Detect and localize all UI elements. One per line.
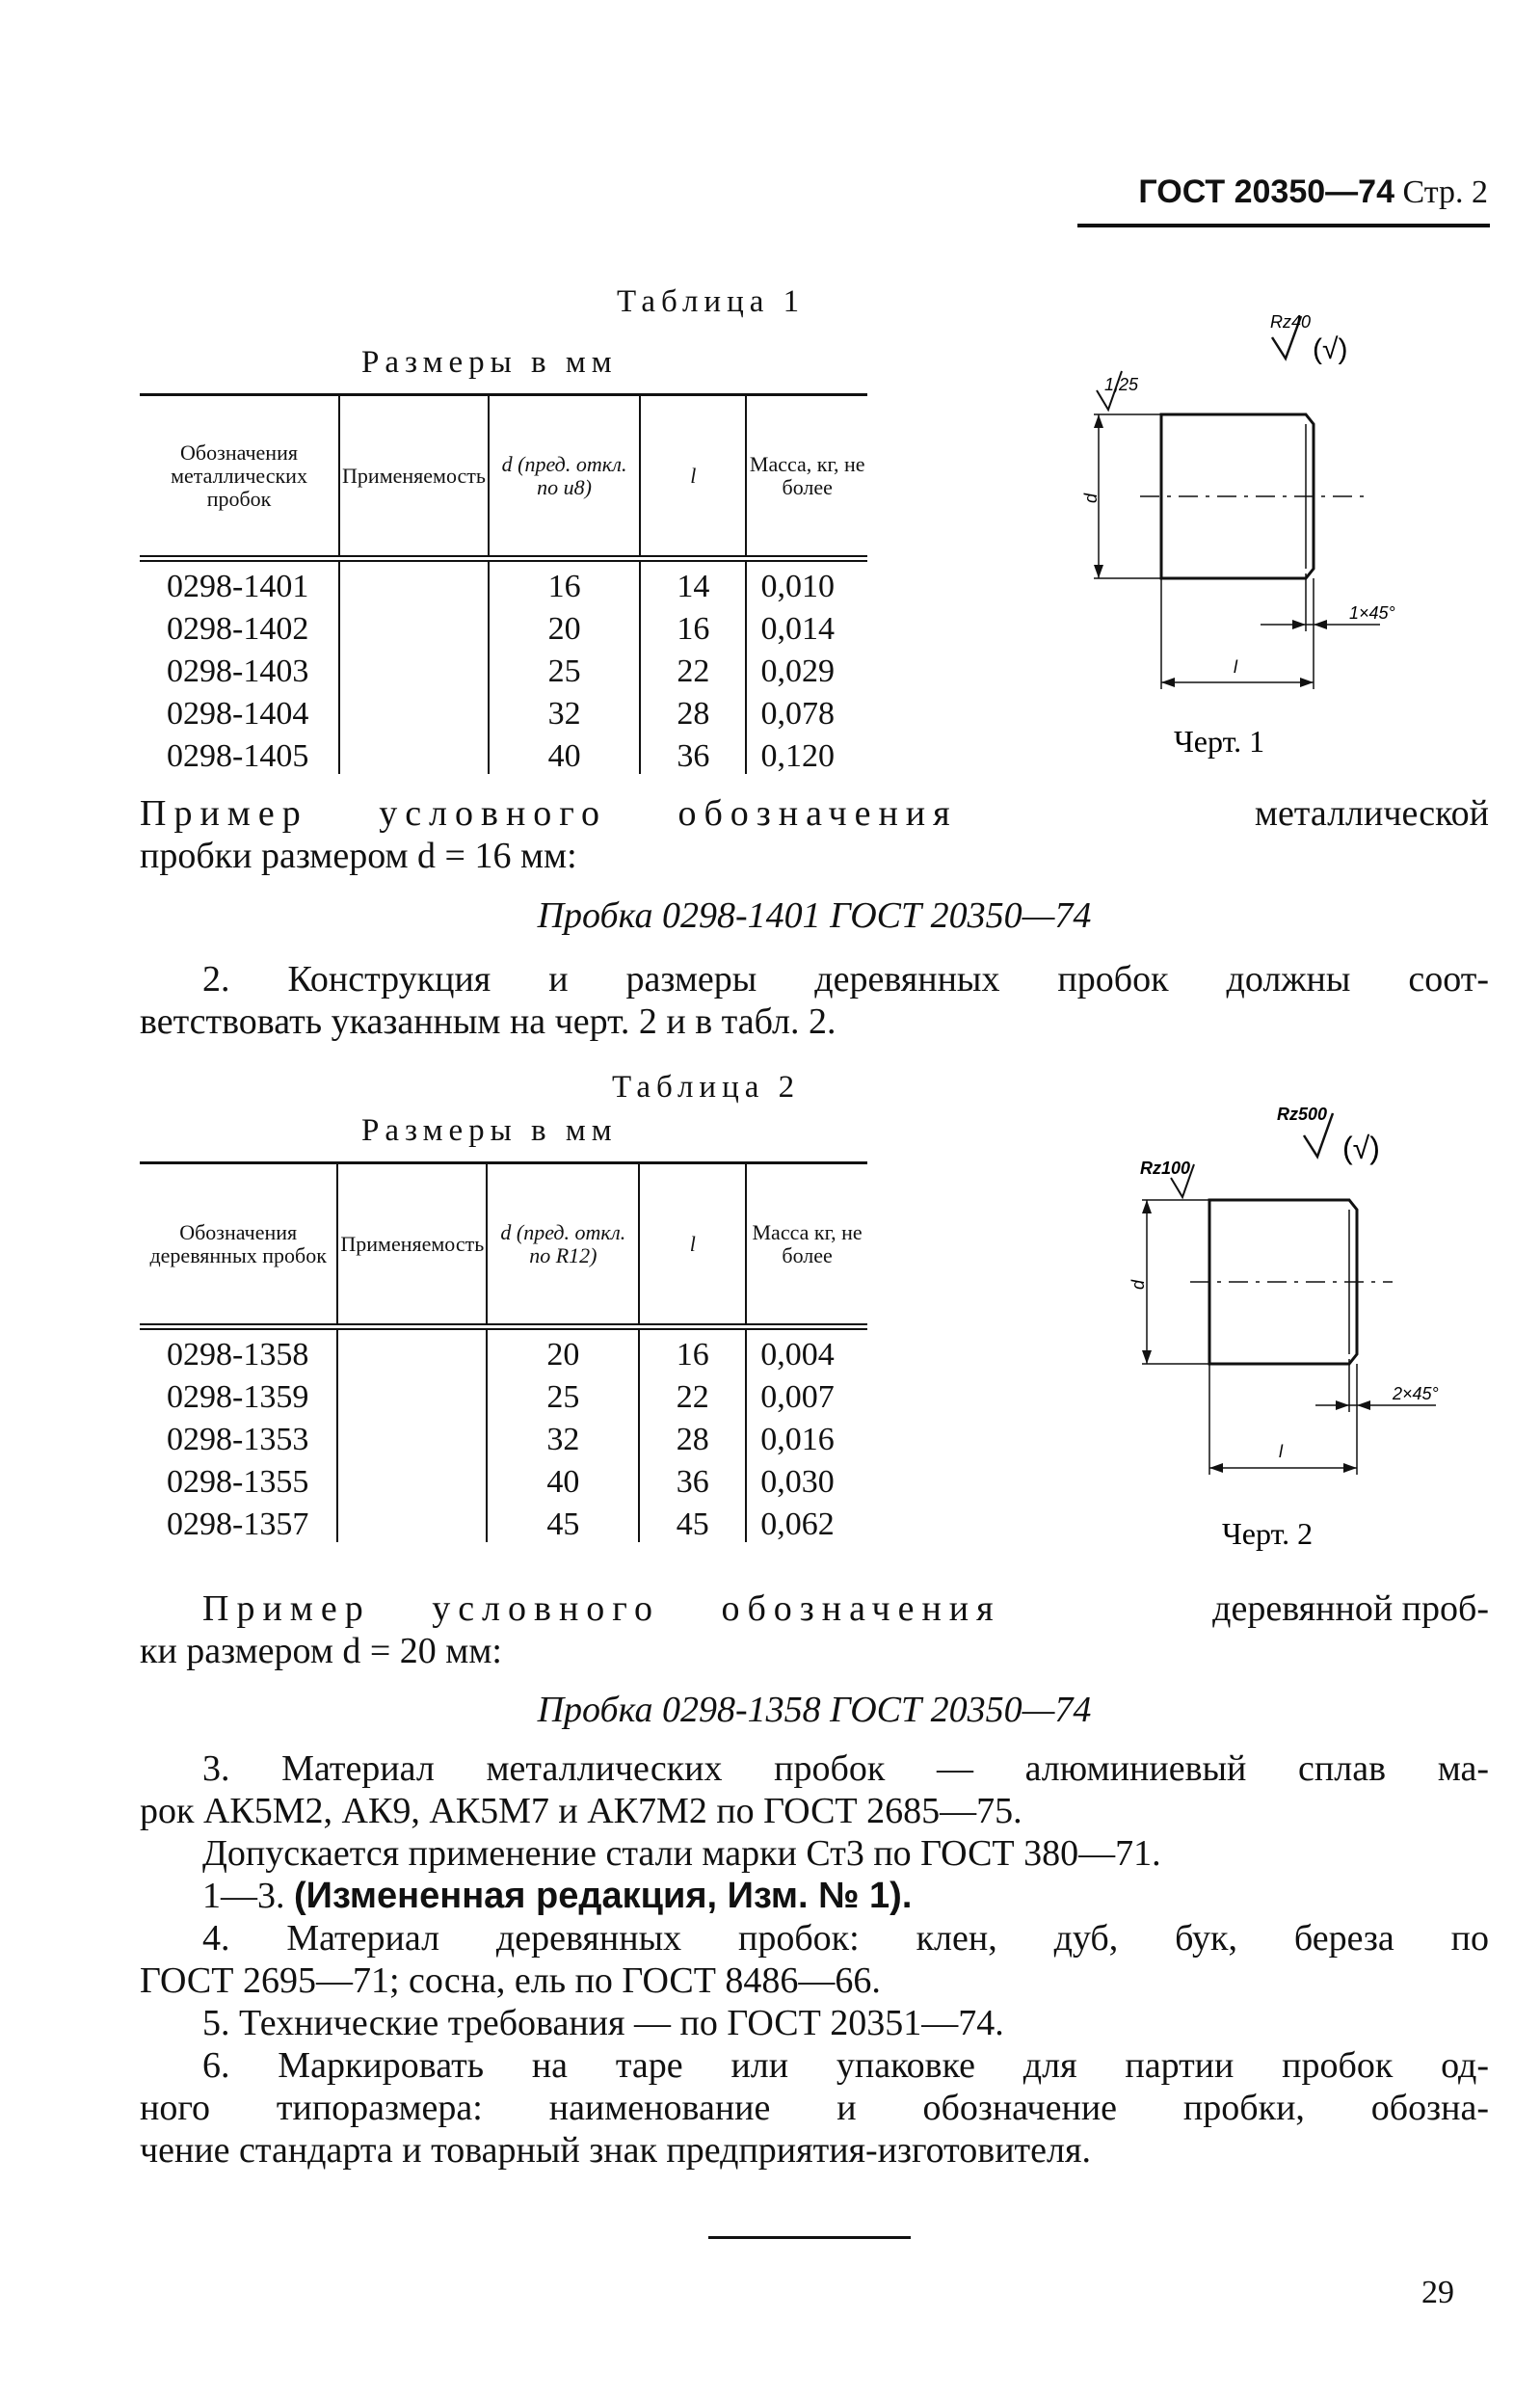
- example1-lead: Пример условного обозначения: [140, 793, 958, 834]
- table1-title: Таблица 1: [617, 284, 806, 319]
- table1-cell-mass: 0,014: [746, 604, 867, 647]
- table1-cell-application: [339, 647, 489, 689]
- table-row: [140, 647, 867, 689]
- table2-header-mass: Масса кг, не более: [746, 1163, 867, 1327]
- table2-cell-l: 16: [639, 1327, 746, 1373]
- example1-tail: металлической: [1254, 793, 1489, 834]
- plug2-arrow: [1336, 1400, 1349, 1410]
- table2-header-l: l: [639, 1163, 746, 1327]
- drawing1-svg: [1041, 299, 1523, 771]
- table1-cell-code: 0298-1402: [167, 611, 309, 647]
- table2-header-row: [140, 1163, 867, 1327]
- table-row: [140, 732, 867, 774]
- table2-cell-mass: 0,030: [746, 1457, 867, 1500]
- table1-cell-d: 20: [489, 604, 640, 647]
- table1-cell-application: [339, 559, 489, 605]
- plug1-arrow: [1161, 678, 1175, 687]
- clause6-line1: 6. Маркировать на таре или упаковке для партии пробок од-: [202, 2045, 1489, 2086]
- table1-cell-application: [339, 604, 489, 647]
- drawing1-rz-face: 1,25: [1104, 375, 1139, 394]
- table1-cell-l: 14: [640, 559, 746, 605]
- amendment-note: [202, 1875, 912, 1917]
- drawing1-paren-mark: (√): [1313, 333, 1348, 365]
- table2-cell-application: [337, 1415, 487, 1457]
- table-row: [140, 1373, 867, 1415]
- table2-header-application: Применяемость: [337, 1163, 487, 1327]
- table-row: [140, 689, 867, 732]
- running-header: [1138, 173, 1488, 211]
- table1-cell-mass: 0,010: [746, 559, 867, 605]
- drawing2-chamfer: 2×45°: [1393, 1384, 1439, 1403]
- table1-cell-d: 16: [489, 559, 640, 605]
- table1-header-mass: Масса, кг, не более: [746, 395, 867, 559]
- plug2-arrow: [1343, 1463, 1357, 1473]
- table1-cell-l: 16: [640, 604, 746, 647]
- drawing1-chamfer: 1×45°: [1349, 603, 1395, 623]
- table1-cell-application: [339, 732, 489, 774]
- standard-number: ГОСТ 20350—74: [1138, 173, 1394, 210]
- table2-cell-l: 36: [639, 1457, 746, 1500]
- drawing2: [1075, 1080, 1518, 1561]
- example1-line1: [140, 792, 1489, 835]
- plug1-arrow: [1300, 678, 1314, 687]
- table1-header-designation: Обозначения металлических пробок: [140, 395, 339, 559]
- clause5: 5. Технические требования — по ГОСТ 20351—74.: [202, 2003, 1004, 2043]
- table2-cell-d: 32: [487, 1415, 639, 1457]
- drawing1: [1041, 299, 1523, 771]
- page-label: Стр. 2: [1402, 174, 1488, 210]
- drawing2-caption: Черт. 2: [1222, 1516, 1314, 1551]
- table1-cell-d: 32: [489, 689, 640, 732]
- table2-cell-application: [337, 1373, 487, 1415]
- table2-cell-code: 0298-1353: [167, 1422, 309, 1457]
- table1-header-row: [140, 395, 867, 559]
- clause6-line2: ного типоразмера: наименование и обозначение пробки, обозна-: [140, 2088, 1489, 2128]
- table1-header-d: d (пред. откл. по u8): [489, 395, 640, 559]
- table2-cell-application: [337, 1327, 487, 1373]
- table-row: [140, 1327, 867, 1373]
- header-rule: [1077, 224, 1490, 227]
- table-row: [140, 1415, 867, 1457]
- table2-cell-code: 0298-1357: [167, 1506, 309, 1542]
- table1-cell-l: 22: [640, 647, 746, 689]
- table2-cell-mass: 0,007: [746, 1373, 867, 1415]
- table2: [140, 1161, 867, 1542]
- drawing1-rz-general: Rz40: [1270, 312, 1312, 332]
- plug2-arrow: [1357, 1400, 1370, 1410]
- plug2-arrow: [1209, 1463, 1223, 1473]
- drawing2-rz-face: Rz100: [1140, 1159, 1191, 1178]
- table1-cell-code: 0298-1401: [167, 569, 309, 604]
- plug1-arrow: [1314, 620, 1327, 629]
- drawing1-dim-l: l: [1234, 657, 1237, 677]
- table2-cell-code: 0298-1358: [167, 1337, 309, 1373]
- amendment-text: (Измененная редакция, Изм. № 1).: [294, 1876, 913, 1916]
- table1-header-l: l: [640, 395, 746, 559]
- table2-cell-l: 22: [639, 1373, 746, 1415]
- table2-cell-d: 45: [487, 1500, 639, 1542]
- table1-cell-mass: 0,120: [746, 732, 867, 774]
- table2-cell-application: [337, 1457, 487, 1500]
- table2-title: Таблица 2: [612, 1070, 801, 1105]
- table1-cell-l: 36: [640, 732, 746, 774]
- drawing2-dim-l: l: [1279, 1442, 1283, 1461]
- plug1-arrow: [1292, 620, 1306, 629]
- drawing2-rz-general: Rz500: [1277, 1105, 1328, 1124]
- example1-designation: Пробка 0298-1401 ГОСТ 20350—74: [537, 895, 1092, 936]
- table2-cell-d: 40: [487, 1457, 639, 1500]
- clause6-line3: чение стандарта и товарный знак предприятия-изготовителя.: [140, 2130, 1091, 2171]
- table1-header-application: Применяемость: [339, 395, 489, 559]
- page-number: 29: [1421, 2275, 1454, 2310]
- drawing1-dim-d: d: [1081, 493, 1101, 503]
- table2-cell-mass: 0,004: [746, 1327, 867, 1373]
- table2-cell-mass: 0,062: [746, 1500, 867, 1542]
- table2-cell-application: [337, 1500, 487, 1542]
- plug2-arrow: [1142, 1350, 1152, 1364]
- clause2-line1: 2. Конструкция и размеры деревянных пробок должны соот-: [202, 959, 1489, 1000]
- plug1-arrow: [1094, 414, 1103, 428]
- table-row: [140, 604, 867, 647]
- plug1-arrow: [1094, 565, 1103, 578]
- table2-cell-d: 20: [487, 1327, 639, 1373]
- clause3-line3: Допускается применение стали марки Ст3 по ГОСТ 380—71.: [202, 1833, 1161, 1874]
- table1-cell-d: 25: [489, 647, 640, 689]
- plug2-arrow: [1142, 1200, 1152, 1213]
- table1-cell-code: 0298-1403: [167, 653, 309, 689]
- table2-units: Размеры в мм: [361, 1113, 618, 1148]
- table-row: [140, 1500, 867, 1542]
- table1-cell-mass: 0,078: [746, 689, 867, 732]
- table2-cell-mass: 0,016: [746, 1415, 867, 1457]
- table1-cell-mass: 0,029: [746, 647, 867, 689]
- table1-cell-application: [339, 689, 489, 732]
- clause4-line2: ГОСТ 2695—71; сосна, ель по ГОСТ 8486—66.: [140, 1960, 881, 2001]
- clause3-line2: рок АК5М2, АК9, АК5М7 и АК7М2 по ГОСТ 2685—75.: [140, 1791, 1022, 1831]
- example1-line2: пробки размером d = 16 мм:: [140, 836, 577, 876]
- example2-line2: ки размером d = 20 мм:: [140, 1631, 502, 1671]
- table1-cell-code: 0298-1404: [167, 696, 309, 732]
- clause4-line1: 4. Материал деревянных пробок: клен, дуб, бук, береза по: [202, 1918, 1489, 1959]
- table1-units: Размеры в мм: [361, 345, 618, 380]
- clause2-line2: ветствовать указанным на черт. 2 и в табл. 2.: [140, 1001, 836, 1042]
- table-row: [140, 559, 867, 605]
- table1-cell-l: 28: [640, 689, 746, 732]
- example2-lead: Пример условного обозначения: [202, 1588, 1001, 1629]
- example2-designation: Пробка 0298-1358 ГОСТ 20350—74: [537, 1690, 1092, 1730]
- table2-cell-l: 45: [639, 1500, 746, 1542]
- table2-cell-d: 25: [487, 1373, 639, 1415]
- table2-cell-l: 28: [639, 1415, 746, 1457]
- table2-header-d: d (пред. откл. по R12): [487, 1163, 639, 1327]
- table2-cell-code: 0298-1355: [167, 1464, 309, 1500]
- table1-cell-d: 40: [489, 732, 640, 774]
- example2-tail: деревянной проб-: [1212, 1588, 1489, 1629]
- table2-cell-code: 0298-1359: [167, 1379, 309, 1415]
- table1: [140, 393, 867, 774]
- drawing1-caption: Черт. 1: [1174, 724, 1265, 759]
- drawing2-dim-d: d: [1128, 1279, 1148, 1290]
- drawing2-paren-mark: (√): [1342, 1131, 1380, 1165]
- table1-cell-code: 0298-1405: [167, 738, 309, 774]
- amendment-prefix: 1—3.: [202, 1876, 285, 1916]
- example2-line1: [202, 1587, 1489, 1630]
- drawing2-svg: [1075, 1080, 1518, 1561]
- table-row: [140, 1457, 867, 1500]
- table2-header-designation: Обозначения деревянных пробок: [140, 1163, 337, 1327]
- end-rule: [708, 2236, 911, 2239]
- clause3-line1: 3. Материал металлических пробок — алюминиевый сплав ма-: [202, 1748, 1489, 1789]
